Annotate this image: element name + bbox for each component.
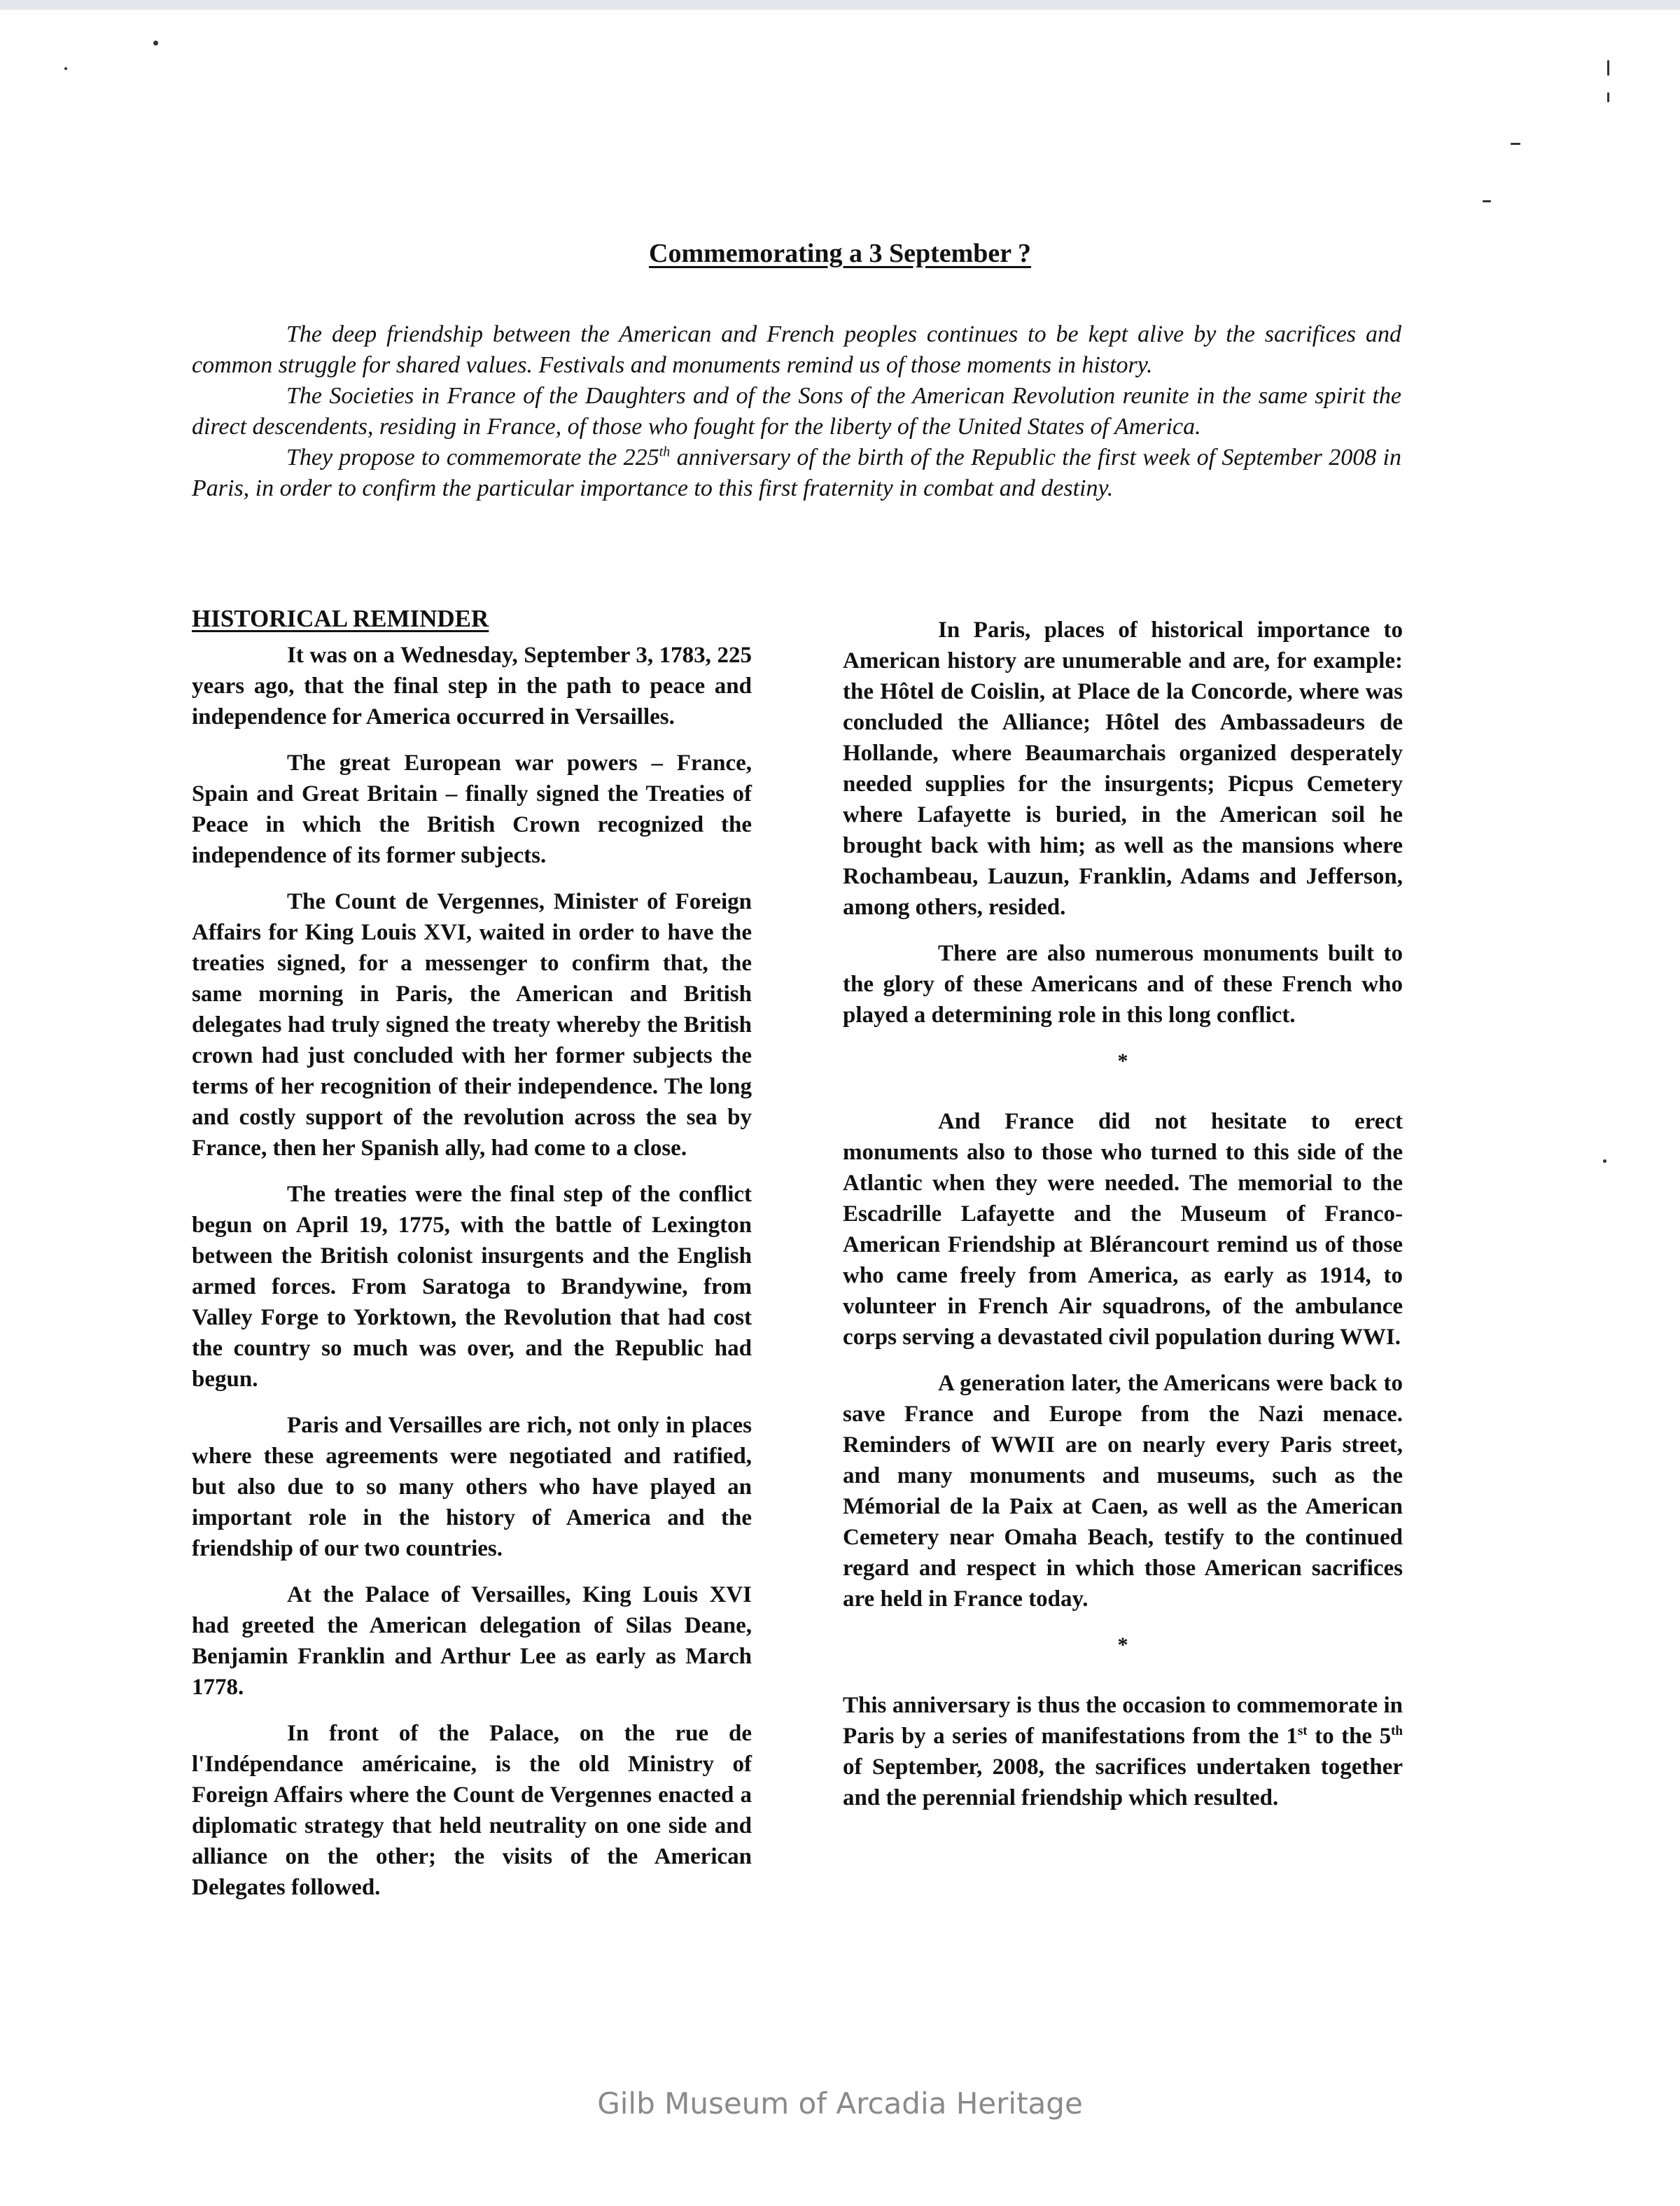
separator-star: * <box>1117 1049 1128 1073</box>
intro-paragraph: The deep friendship between the American and French peoples continues to be kept alive by the sacrifices and common struggle for shared values. Festivals and monuments remind us of those moments in history. <box>192 321 1401 378</box>
body-paragraph: A generation later, the Americans were back to save France and Europe from the Nazi menace. Reminders of WWII are on nearly every Paris street, and many monuments and museums, such as the Mémorial de la Paix at Caen, as well as the American Cemetery near Omaha Beach, testify to the continued regard and respect in which those American sacrifices are held in France today. <box>843 1371 1403 1612</box>
body-paragraph: And France did not hesitate to erect monuments also to those who turned to this side of the Atlantic when they were needed. The memorial to the Escadrille Lafayette and the Museum of Franco-American Friendship at Blérancourt remind us of those who came freely from America, as early as 1914, to volunteer in French Air squadrons, of the ambulance corps serving a devastated civil population during WWI. <box>843 1109 1403 1350</box>
body-paragraph: The great European war powers – France, Spain and Great Britain – finally signed the Treaties of Peace in which the British Crown recognized the independence of its former subjects. <box>192 751 752 868</box>
superscript: st <box>1297 1724 1308 1738</box>
intro-text: anniversary of the birth of the Republic the first week of September 2008 in Paris, in order to confirm the particular importance to this first fraternity in combat and destiny. <box>192 445 1401 501</box>
intro-section <box>192 319 1401 504</box>
body-paragraph: It was on a Wednesday, September 3, 1783, 225 years ago, that the final step in the path to peace and independence for America occurred in Versailles. <box>192 643 752 729</box>
superscript: th <box>659 444 671 460</box>
intro-paragraph <box>192 442 1401 504</box>
closing-paragraph <box>843 1690 1403 1813</box>
body-paragraph: In Paris, places of historical importance to American history are unumerable and are, for example: the Hôtel de Coislin, at Place de la Concorde, where was concluded the Alliance; Hôtel des Ambassadeurs de Hollande, where Beaumarchais organized desperately needed supplies for the insurgents; Picpus Cemetery where Lafayette is buried, in the American soil he brought back with him; as well as the mansions where Rochambeau, Lauzun, Franklin, Adams and Jefferson, among others, resided. <box>843 617 1403 920</box>
body-paragraph: The Count de Vergennes, Minister of Foreign Affairs for King Louis XVI, waited in order to have the treaties signed, for a messenger to confirm that, the same morning in Paris, the American and British delegates had truly signed the treaty whereby the British crown had just concluded with her former subjects the terms of her recognition of their independence. The long and costly support of the revolution across the sea by France, then her Spanish ally, had come to a close. <box>192 889 752 1161</box>
scan-speck <box>1511 143 1520 145</box>
intro-text: They propose to commemorate the 225 <box>286 445 659 470</box>
left-column <box>192 603 752 1918</box>
scan-speck <box>1607 92 1609 102</box>
scan-speck <box>1603 1159 1606 1163</box>
superscript: th <box>1391 1724 1403 1738</box>
body-paragraph: The treaties were the final step of the conflict begun on April 19, 1775, with the battle of Lexington between the British colonist insurgents and the English armed forces. From Saratoga to Brandywine, from Valley Forge to Yorktown, the Revolution that had cost the country so much was over, and the Republic had begun. <box>192 1182 752 1392</box>
scan-speck <box>64 67 67 70</box>
body-paragraph: Paris and Versailles are rich, not only in places where these agreements were negotiated and ratified, but also due to so many others who have played an important role in the history of America and the friendship of our two countries. <box>192 1413 752 1561</box>
closing-text: to the 5 <box>1307 1724 1392 1749</box>
closing-text: This anniversary is thus the occasion to commemorate in Paris by a series of manifestations from the 1 <box>843 1693 1403 1749</box>
footer-watermark: Gilb Museum of Arcadia Heritage <box>597 2086 1083 2121</box>
right-column <box>843 603 1403 1829</box>
body-paragraph: In front of the Palace, on the rue de l'Indépendance américaine, is the old Ministry of Foreign Affairs where the Count de Vergennes enacted a diplomatic strategy that held neutrality on one side and alliance on the other; the visits of the American Delegates followed. <box>192 1721 752 1900</box>
section-heading: HISTORICAL REMINDER <box>192 605 489 632</box>
scan-speck <box>1607 60 1609 76</box>
scan-speck <box>1483 200 1491 202</box>
scan-edge <box>0 0 1680 10</box>
body-paragraph: There are also numerous monuments built to the glory of these Americans and of these French who played a determining role in this long conflict. <box>843 941 1403 1028</box>
body-paragraph: At the Palace of Versailles, King Louis XVI had greeted the American delegation of Silas Deane, Benjamin Franklin and Arthur Lee as early as March 1778. <box>192 1582 752 1700</box>
intro-paragraph: The Societies in France of the Daughters and of the Sons of the American Revolution reunite in the same spirit the direct descendents, residing in France, of those who fought for the liberty of the United States of America. <box>192 383 1401 440</box>
page-title: Commemorating a 3 September ? <box>649 239 1031 268</box>
separator-star: * <box>1117 1633 1128 1656</box>
closing-text: of September, 2008, the sacrifices undertaken together and the perennial friendship which resulted. <box>843 1754 1403 1810</box>
scan-speck <box>153 41 158 46</box>
